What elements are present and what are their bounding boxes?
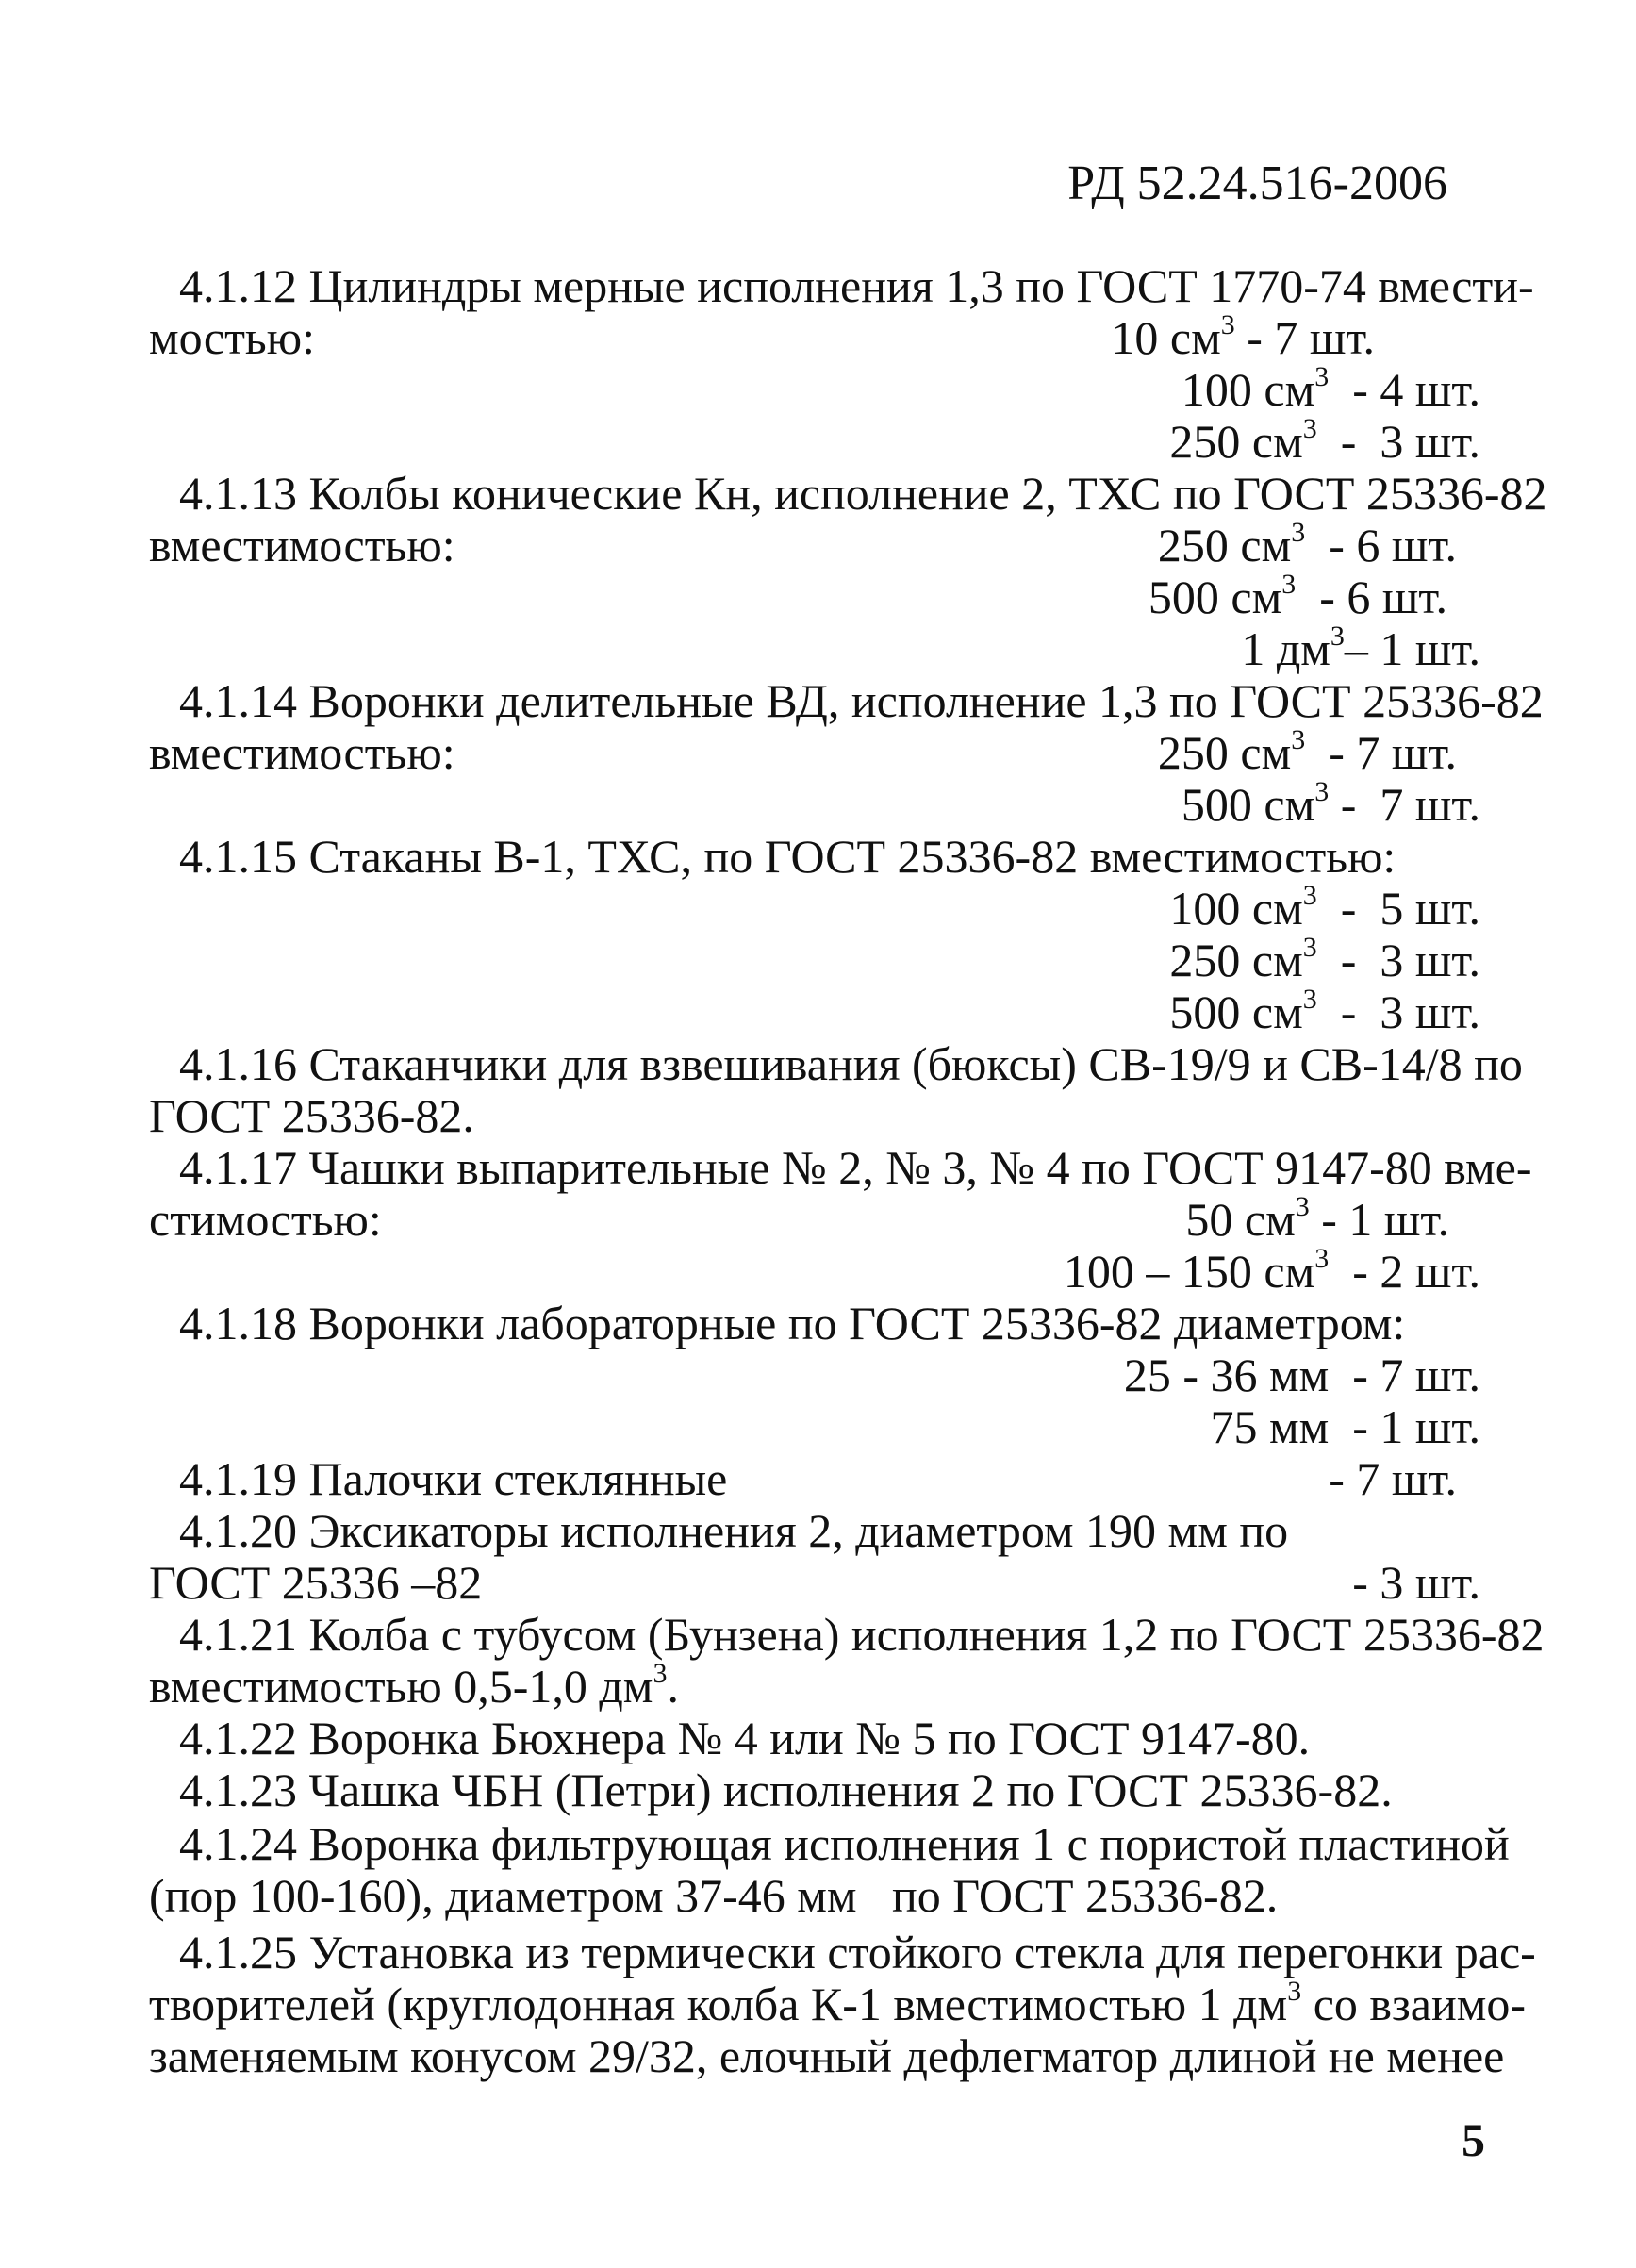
item-4-1-18-line1: 4.1.18 Воронки лабораторные по ГОСТ 25336-82 диаметром: (179, 1297, 1406, 1349)
item-4-1-22-line1: 4.1.22 Воронка Бюхнера № 4 или № 5 по ГОСТ 9147-80. (179, 1712, 1311, 1764)
item-4-1-19-qty: - 7 шт. (1329, 1452, 1457, 1505)
item-4-1-18-qty-2: 75 мм - 1 шт. (1210, 1400, 1480, 1453)
item-4-1-15-qty-3: 500 $см^3 - 3$ шт. (1169, 984, 1480, 1038)
item-4-1-13-line1: 4.1.13 Колбы конические Кн, исполнение 2, ТХС по ГОСТ 25336-82 (179, 467, 1547, 520)
item-4-1-18-qty-1: 25 - 36 мм - 7 шт. (1123, 1349, 1480, 1401)
item-4-1-16-line2: ГОСТ 25336-82. (149, 1089, 474, 1142)
item-4-1-17-qty-2: 100 – 150 $см^3 - 2$ шт. (1063, 1243, 1480, 1298)
item-4-1-14-line2: вместимостью: (149, 726, 455, 779)
item-4-1-24-line2: (пор 100-160), диаметром 37-46 мм по ГОСТ 25336-82. (149, 1869, 1279, 1922)
item-4-1-15-qty-2: 250 $см^3 - 3$ шт. (1169, 932, 1480, 986)
item-4-1-25-line1: 4.1.25 Установка из термически стойкого стекла для перегонки рас- (179, 1926, 1536, 1978)
document-code: РД 52.24.516-2006 (1067, 157, 1447, 210)
item-4-1-17-line1: 4.1.17 Чашки выпарительные № 2, № 3, № 4 по ГОСТ 9147-80 вме- (179, 1141, 1532, 1194)
item-4-1-21-line2: вместимостью 0,5-1,0 $дм^3$. (149, 1658, 679, 1713)
item-4-1-15-qty-1: 100 $см^3 - 5$ шт. (1169, 880, 1480, 935)
item-4-1-12-line1: 4.1.12 Цилиндры мерные исполнения 1,3 по ГОСТ 1770-74 вмести- (179, 259, 1534, 312)
item-4-1-13-qty-1: 250 $см^3 - 6$ шт. (1157, 517, 1457, 571)
item-4-1-25-line2: творителей (круглодонная колба К-1 вместимостью 1 $дм^3$ со взаимо- (149, 1976, 1526, 2030)
item-4-1-12-qty-3: 250 $см^3 - 3$ шт. (1169, 413, 1480, 468)
item-4-1-13-qty-3: 1 $дм^3-$ 1 шт. (1241, 621, 1480, 675)
item-4-1-17-qty-1: 50 $см^3 - 1$ шт. (1185, 1191, 1449, 1246)
item-4-1-19-line1: 4.1.19 Палочки стеклянные (179, 1452, 728, 1505)
item-4-1-20-line1: 4.1.20 Эксикаторы исполнения 2, диаметром 190 мм по (179, 1504, 1289, 1557)
item-4-1-14-qty-1: 250 $см^3 - 7$ шт. (1157, 724, 1457, 779)
item-4-1-12-line2: мостью: (149, 311, 315, 364)
page-number: 5 (1462, 2113, 1485, 2166)
item-4-1-17-line2: стимостью: (149, 1193, 382, 1246)
item-4-1-21-line1: 4.1.21 Колба с тубусом (Бунзена) исполнения 1,2 по ГОСТ 25336-82 (179, 1608, 1545, 1661)
item-4-1-13-qty-2: 500 $см^3 - 6$ шт. (1148, 569, 1447, 623)
item-4-1-16-line1: 4.1.16 Стаканчики для взвешивания (бюксы) СВ-19/9 и СВ-14/8 по (179, 1037, 1523, 1090)
item-4-1-12-qty-2: 100 $см^3 - 4$ шт. (1181, 361, 1480, 416)
item-4-1-13-line2: вместимостью: (149, 519, 455, 571)
item-4-1-14-line1: 4.1.14 Воронки делительные ВД, исполнение 1,3 по ГОСТ 25336-82 (179, 674, 1544, 727)
item-4-1-23-line1: 4.1.23 Чашка ЧБН (Петри) исполнения 2 по ГОСТ 25336-82. (179, 1763, 1393, 1816)
item-4-1-25-line3: заменяемым конусом 29/32, елочный дефлегматор длиной не менее (149, 2029, 1505, 2082)
item-4-1-14-qty-2: 500 $см^3 - 7$ шт. (1181, 776, 1480, 831)
item-4-1-15-line1: 4.1.15 Стаканы В-1, ТХС, по ГОСТ 25336-82 вместимостью: (179, 830, 1396, 883)
item-4-1-24-line1: 4.1.24 Воронка фильтрующая исполнения 1 с пористой пластиной (179, 1817, 1510, 1870)
item-4-1-20-line2: ГОСТ 25336 –82 (149, 1556, 483, 1609)
item-4-1-12-qty-1: 10 $см^3 - 7$ шт. (1111, 309, 1375, 364)
item-4-1-20-qty: - 3 шт. (1352, 1556, 1480, 1609)
